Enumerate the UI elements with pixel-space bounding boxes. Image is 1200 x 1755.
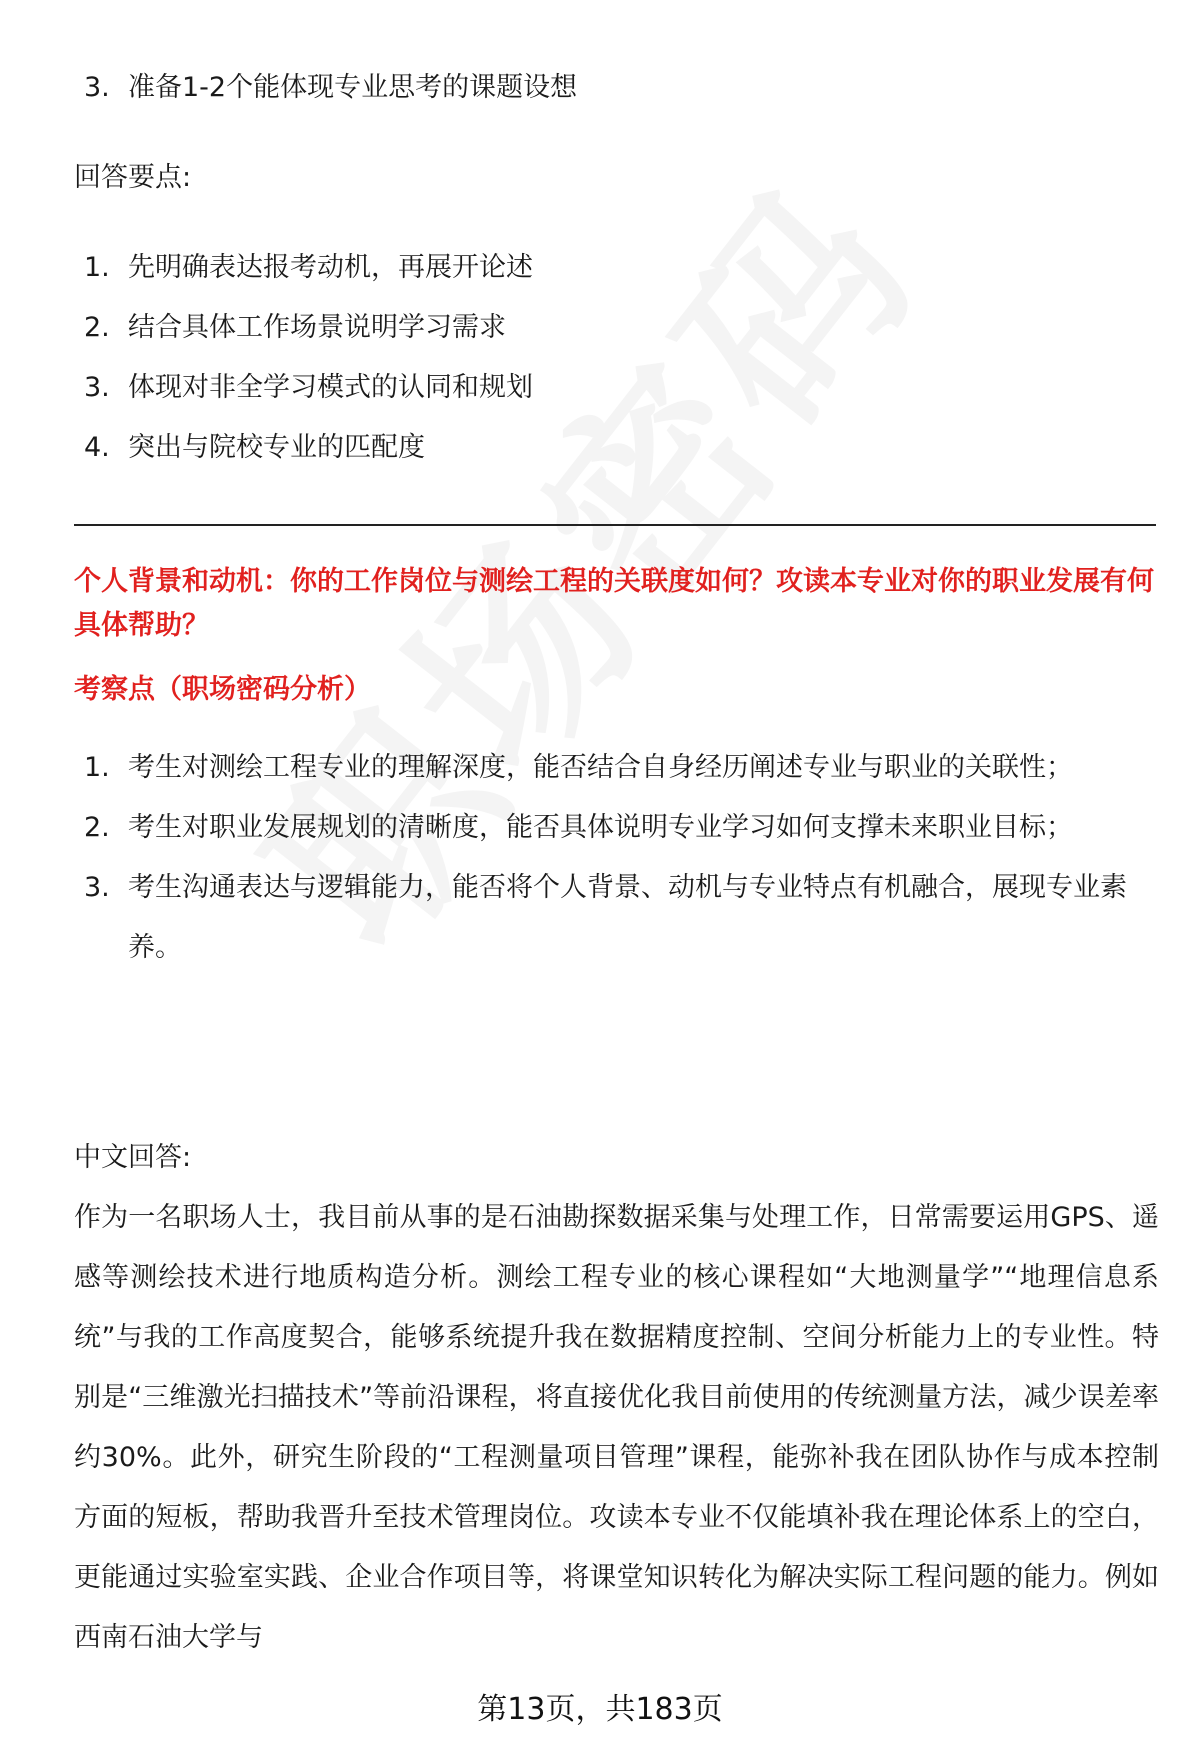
exam-points-title: 考察点（职场密码分析）	[74, 674, 371, 705]
list-item	[78, 738, 1138, 798]
section-divider	[74, 524, 1156, 526]
list-text: 考生对测绘工程专业的理解深度，能否结合自身经历阐述专业与职业的关联性；	[128, 752, 1073, 783]
list-text: 体现对非全学习模式的认同和规划	[128, 372, 533, 403]
list-text: 突出与院校专业的匹配度	[128, 432, 425, 463]
list-number: 1.	[84, 752, 110, 783]
list-item	[78, 798, 1138, 858]
exam-points-list	[78, 738, 1138, 978]
list-number: 3.	[84, 372, 110, 403]
list-item	[78, 418, 1158, 478]
list-text: 考生对职业发展规划的清晰度，能否具体说明专业学习如何支撑未来职业目标；	[128, 812, 1073, 843]
list-number: 1.	[84, 252, 110, 283]
list-text: 结合具体工作场景说明学习需求	[128, 312, 506, 343]
list-text: 准备1-2个能体现专业思考的课题设想	[128, 72, 578, 103]
list-text: 先明确表达报考动机，再展开论述	[128, 252, 533, 283]
list-item	[78, 58, 1158, 118]
top-list	[78, 58, 1158, 118]
chinese-answer-text: 作为一名职场人士，我目前从事的是石油勘探数据采集与处理工作，日常需要运用GPS、遥感等测绘技术进行地质构造分析。测绘工程专业的核心课程如“大地测量学”“地理信息系统”与我的工作高度契合，能够系统提升我在数据精度控制、空间分析能力上的专业性。特别是“三维激光扫描技术”等前沿课程，将直接优化我目前使用的传统测量方法，减少误差率约30%。此外，研究生阶段的“工程测量项目管理”课程，能弥补我在团队协作与成本控制方面的短板，帮助我晋升至技术管理岗位。攻读本专业不仅能填补我在理论体系上的空白，更能通过实验室实践、企业合作项目等，将课堂知识转化为解决实际工程问题的能力。例如西南石油大学与	[74, 1202, 1159, 1653]
list-item	[78, 298, 1158, 358]
list-item	[78, 358, 1158, 418]
list-number: 3.	[84, 72, 110, 103]
answer-points-label: 回答要点:	[74, 162, 192, 193]
list-number: 2.	[84, 312, 110, 343]
list-text: 考生沟通表达与逻辑能力，能否将个人背景、动机与专业特点有机融合，展现专业素养。	[128, 872, 1127, 963]
list-number: 2.	[84, 812, 110, 843]
list-item	[78, 858, 1138, 978]
chinese-answer-label: 中文回答:	[74, 1142, 192, 1173]
list-item	[78, 238, 1158, 298]
list-number: 4.	[84, 432, 110, 463]
answer-points-list	[78, 238, 1158, 478]
page-footer: 第13页，共183页	[477, 1692, 723, 1727]
list-number: 3.	[84, 872, 110, 903]
question-title: 个人背景和动机：你的工作岗位与测绘工程的关联度如何？攻读本专业对你的职业发展有何具体帮助？	[74, 566, 1154, 641]
